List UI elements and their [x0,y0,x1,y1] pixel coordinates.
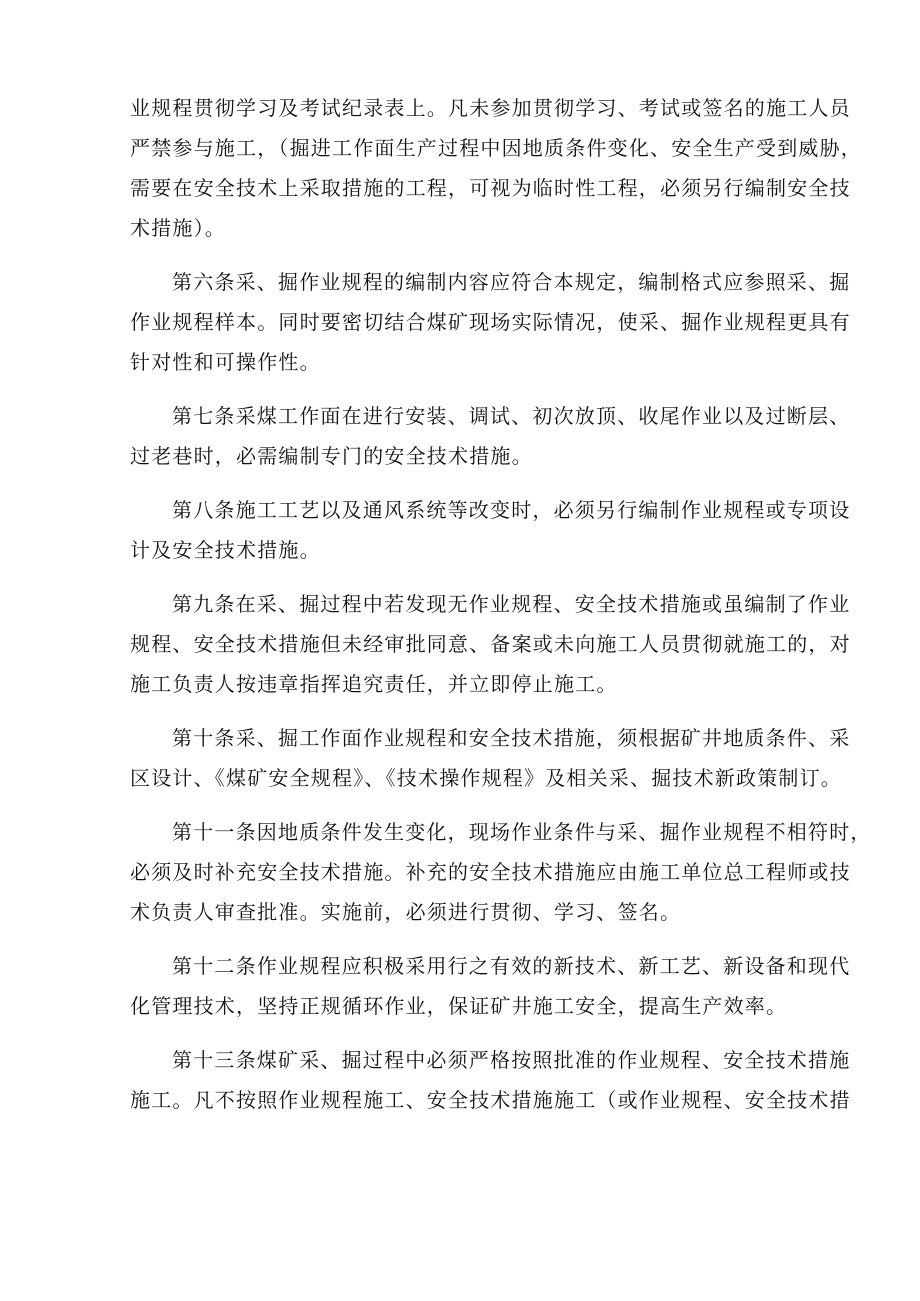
paragraph-line: 第八条施工工艺以及通风系统等改变时，必须另行编制作业规程或专项设 [172,498,851,522]
paragraph-spacer [130,932,830,946]
paragraph-line: 化管理技术，坚持正规循环作业，保证矿井施工安全，提高生产效率。 [130,994,788,1018]
paragraph-line: 第六条采、掘作业规程的编制内容应符合本规定，编制格式应参照采、掘 [172,270,851,294]
paragraph [130,262,851,382]
document-body [130,88,872,1120]
paragraph-spacer [130,248,830,262]
paragraph-line: 针对性和可操作性。 [130,350,321,374]
paragraph-spacer [130,570,830,584]
paragraph [130,946,851,1026]
paragraph-line: 第七条采煤工作面在进行安装、调试、初次放顶、收尾作业以及过断层、 [172,404,851,428]
paragraph-line: 作业规程样本。同时要密切结合煤矿现场实际情况，使采、掘作业规程更具有 [130,310,851,334]
paragraph-line: 必须及时补充安全技术措施。补充的安全技术措施应由施工单位总工程师或技 [130,860,851,884]
paragraph-line: 第十条采、掘工作面作业规程和安全技术措施，须根据矿井地质条件、采 [172,726,851,750]
paragraph-line: 需要在安全技术上采取措施的工程，可视为临时性工程，必须另行编制安全技 [130,176,851,200]
paragraph-line: 规程、安全技术措施但未经审批同意、备案或未向施工人员贯彻就施工的，对 [130,632,851,656]
paragraph-line: 业规程贯彻学习及考试纪录表上。凡未参加贯彻学习、考试或签名的施工人员 [130,96,851,120]
paragraph-spacer [130,1026,830,1040]
paragraph-spacer [130,382,830,396]
paragraph-spacer [130,476,830,490]
paragraph-spacer [130,798,830,812]
paragraph [130,396,851,476]
paragraph [130,812,872,932]
paragraph [130,490,851,570]
paragraph-line: 第九条在采、掘过程中若发现无作业规程、安全技术措施或虽编制了作业 [172,592,851,616]
paragraph-spacer [130,704,830,718]
paragraph-line: 第十三条煤矿采、掘过程中必须严格按照批准的作业规程、安全技术措施 [172,1048,851,1072]
paragraph [130,1040,851,1120]
paragraph-line: 术负责人审查批准。实施前，必须进行贯彻、学习、签名。 [130,900,682,924]
paragraph-line: 施工。凡不按照作业规程施工、安全技术措施施工（或作业规程、安全技术措 [130,1088,851,1112]
paragraph-line: 术措施）。 [130,216,226,240]
paragraph-line: 施工负责人按违章指挥追究责任，并立即停止施工。 [130,672,618,696]
paragraph-line: 第十二条作业规程应积极采用行之有效的新技术、新工艺、新设备和现代 [172,954,851,978]
paragraph [130,718,851,798]
paragraph-line: 严禁参与施工，（掘进工作面生产过程中因地质条件变化、安全生产受到威胁， [130,136,862,160]
paragraph [130,584,851,704]
paragraph-line: 计及安全技术措施。 [130,538,321,562]
paragraph-line: 过老巷时，必需编制专门的安全技术措施。 [130,444,533,468]
paragraph [130,88,862,248]
paragraph-line: 第十一条因地质条件发生变化，现场作业条件与采、掘作业规程不相符时， [172,820,872,844]
paragraph-line: 区设计、《煤矿安全规程》、《技术操作规程》及相关采、掘技术新政策制订。 [130,766,842,790]
